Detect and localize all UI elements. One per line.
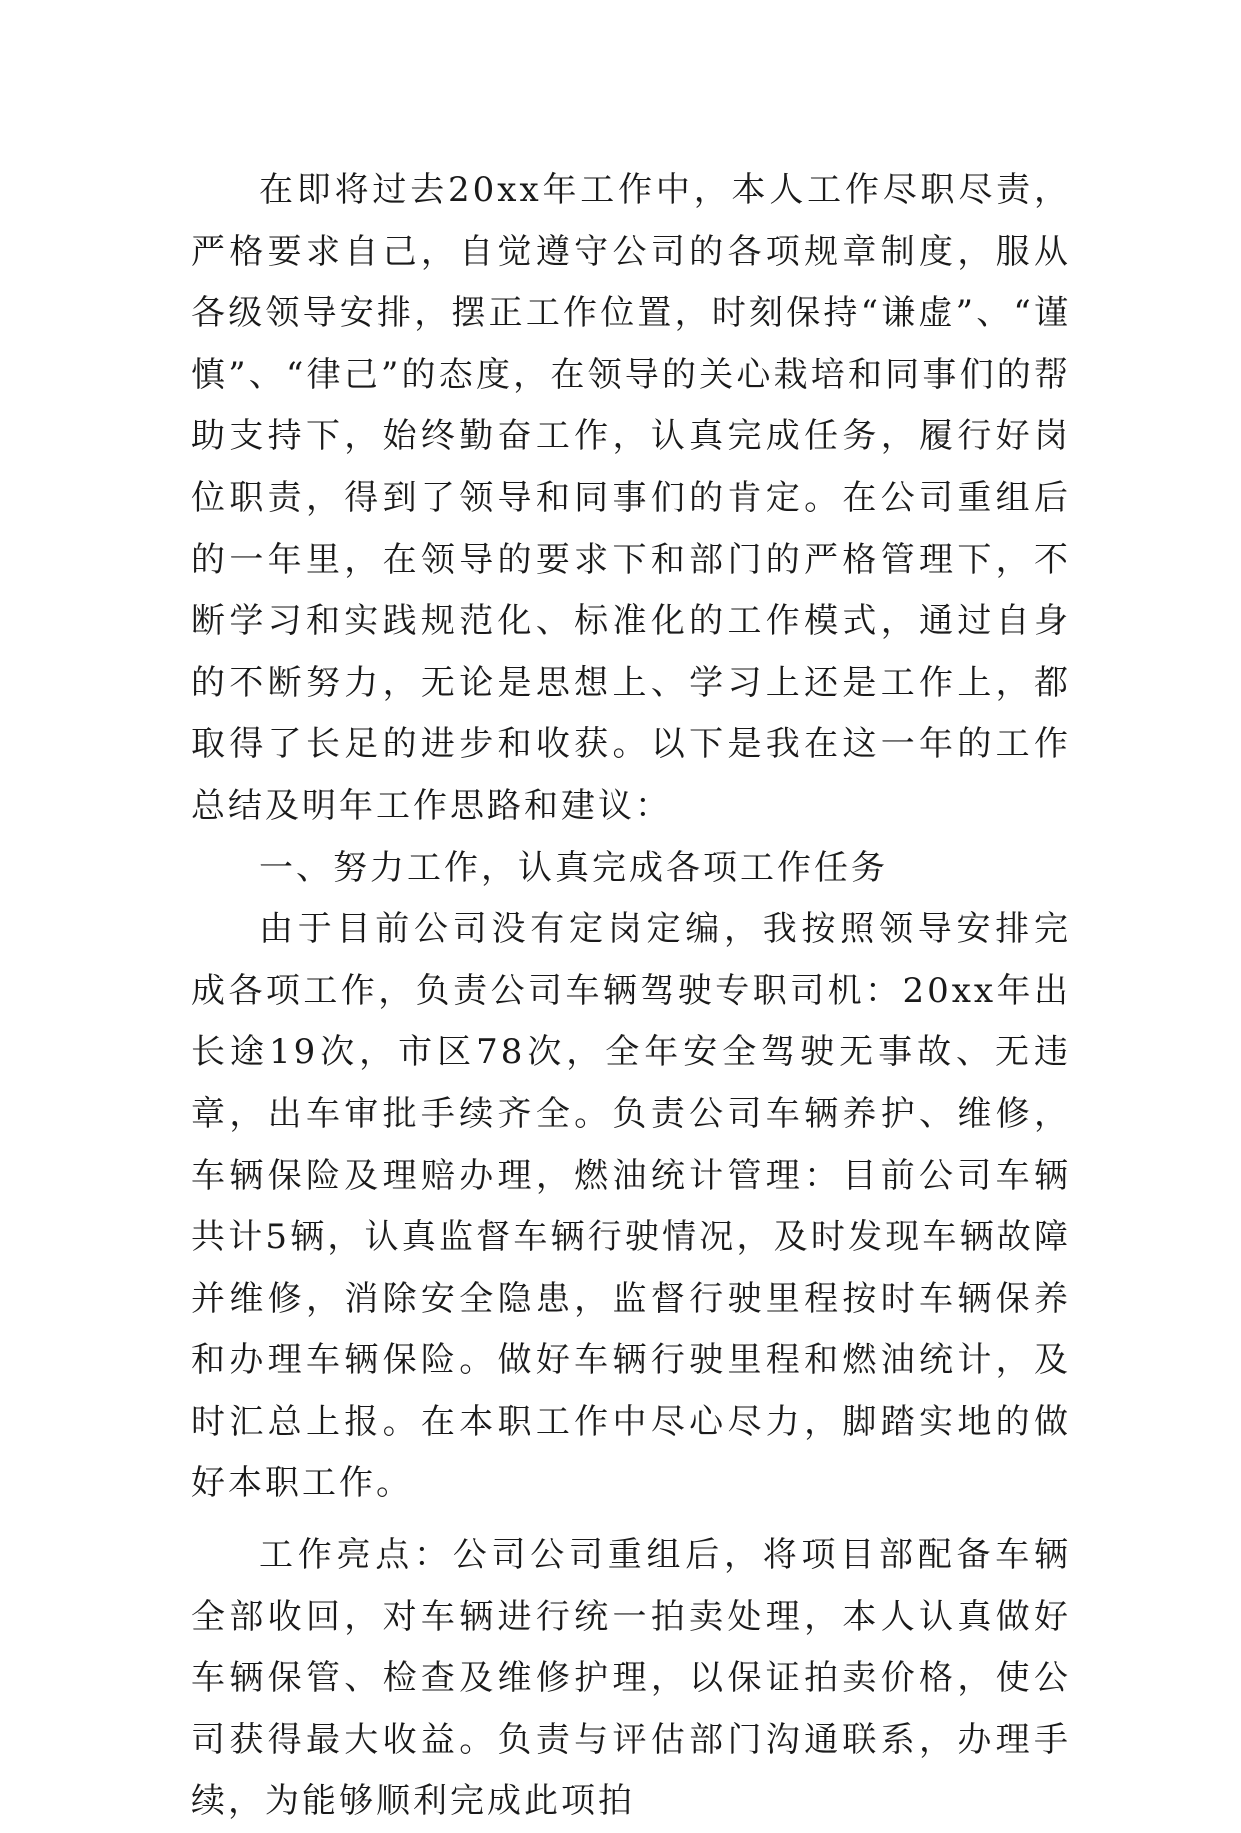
- section-heading-1: 一、努力工作，认真完成各项工作任务: [259, 847, 888, 888]
- paragraph-duties: 由于目前公司没有定岗定编，我按照领导安排完成各项工作，负责公司车辆驾驶专职司机：20xx年出长途19次，市区78次，全年安全驾驶无事故、无违章，出车审批手续齐全。负责公司车辆养护、维修，车辆保险及理赔办理，燃油统计管理：目前公司车辆共计5辆，认真监督车辆行驶情况，及时发现车辆故障并维修，消除安全隐患，监督行驶里程按时车辆保养和办理车辆保险。做好车辆行驶里程和燃油统计，及时汇总上报。在本职工作中尽心尽力，脚踏实地的做好本职工作。: [191, 909, 1071, 1504]
- document-body: [191, 160, 1071, 1833]
- paragraph-intro: 在即将过去20xx年工作中，本人工作尽职尽责，严格要求自己，自觉遵守公司的各项规章制度，服从各级领导安排，摆正工作位置，时刻保持“谦虚”、“谨慎”、“律己”的态度，在领导的关心栽培和同事们的帮助支持下，始终勤奋工作，认真完成任务，履行好岗位职责，得到了领导和同事们的肯定。在公司重组后的一年里，在领导的要求下和部门的严格管理下，不断学习和实践规范化、标准化的工作模式，通过自身的不断努力，无论是思想上、学习上还是工作上，都取得了长足的进步和收获。以下是我在这一年的工作总结及明年工作思路和建议：: [191, 170, 1071, 826]
- paragraph-highlights: 工作亮点：公司公司重组后，将项目部配备车辆全部收回，对车辆进行统一拍卖处理，本人认真做好车辆保管、检查及维修护理，以保证拍卖价格，使公司获得最大收益。负责与评估部门沟通联系，办理手续，为能够顺利完成此项拍: [191, 1535, 1071, 1822]
